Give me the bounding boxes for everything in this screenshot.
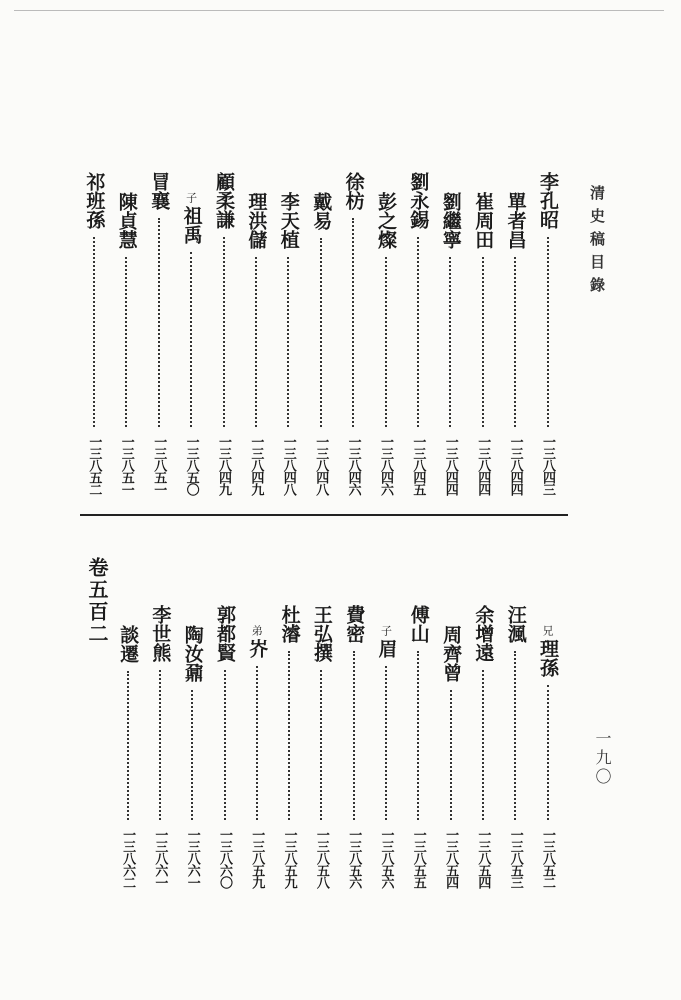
- leader-dots: [125, 257, 127, 427]
- toc-entry: [344, 172, 363, 495]
- entry-page-number: 一三八五一: [151, 435, 167, 495]
- toc-entry: [506, 605, 525, 888]
- toc-entry: [279, 192, 298, 495]
- entry-page-number: 一三八四四: [507, 435, 523, 495]
- leader-dots: [191, 690, 193, 820]
- entry-name: 祁班孫: [83, 172, 106, 229]
- leader-dots: [450, 690, 452, 820]
- leader-dots: [385, 257, 387, 427]
- entry-page-number: 一三八五六: [378, 828, 394, 888]
- leader-dots: [417, 237, 419, 427]
- entry-name: 汪渢: [504, 605, 527, 643]
- entry-page-number: 一三八四八: [280, 435, 296, 495]
- toc-entry: [376, 192, 395, 495]
- leader-dots: [352, 218, 354, 427]
- entry-page-number: 一三八四四: [475, 435, 491, 495]
- entry-name: 崔周田: [472, 192, 495, 249]
- entry-page-number: 一三八四五: [410, 435, 426, 495]
- entry-page-number: 一三八四六: [378, 435, 393, 495]
- leader-dots: [514, 651, 516, 820]
- leader-dots: [547, 237, 549, 427]
- leader-dots: [449, 257, 451, 427]
- leader-dots: [385, 666, 387, 820]
- toc-entry: [117, 192, 136, 495]
- entry-name: 理孫: [537, 639, 559, 677]
- relation-label: 兄: [541, 625, 554, 636]
- entry-page-number: 一三八五六: [346, 828, 362, 888]
- toc-entry: [343, 605, 366, 888]
- entry-page-number: 一三八四九: [216, 435, 231, 495]
- entry-name: 顧柔謙: [213, 172, 235, 229]
- toc-entry: [310, 192, 333, 495]
- section-divider: [80, 514, 568, 516]
- leader-dots: [256, 666, 258, 820]
- entry-name: 談遷: [117, 625, 140, 663]
- entry-page-number: 一三八六一: [184, 828, 200, 888]
- leader-dots: [287, 257, 289, 427]
- top-rule: [14, 10, 664, 11]
- entry-page-number: 一三八四四: [442, 435, 458, 495]
- toc-entry: [409, 605, 428, 888]
- leader-dots: [482, 670, 484, 820]
- toc-entry: [183, 625, 202, 888]
- toc-entry: [215, 605, 234, 888]
- toc-entry: [149, 605, 172, 888]
- entry-name: 冒襄: [148, 172, 171, 210]
- entry-name: 傅山: [407, 605, 430, 643]
- entry-name: 杜濬: [278, 605, 301, 643]
- leader-dots: [159, 670, 161, 820]
- entry-name: 徐枋: [342, 172, 365, 210]
- entry-name: 王弘撰: [310, 605, 333, 662]
- entry-page-number: 一三八五一: [118, 435, 134, 495]
- page-header: 清史稿目錄: [588, 185, 606, 300]
- entry-name: 費密: [343, 605, 366, 643]
- toc-entry: [407, 172, 430, 495]
- leader-dots: [514, 257, 516, 427]
- entry-name: 李世熊: [149, 605, 172, 662]
- page-number: 一九〇: [593, 730, 612, 787]
- toc-entry: [312, 605, 331, 888]
- entry-page-number: 一三八五九: [281, 828, 297, 888]
- toc-entry: [440, 625, 463, 888]
- toc-entry: [506, 192, 525, 495]
- entry-name: 戴易: [310, 192, 333, 230]
- entry-name: 眉: [375, 639, 398, 658]
- leader-dots: [127, 671, 129, 820]
- leader-dots: [482, 257, 484, 427]
- leader-dots: [255, 257, 257, 427]
- toc-entry: [472, 605, 495, 888]
- entry-page-number: 一三八六〇: [217, 828, 232, 888]
- entry-name: 陳貞慧: [115, 192, 138, 249]
- toc-entry: [117, 625, 140, 888]
- entry-page-number: 一三八四六: [345, 435, 361, 495]
- entry-name: 郭都賢: [214, 605, 236, 662]
- toc-entry: [148, 172, 171, 495]
- toc-entry: [441, 192, 460, 495]
- leader-dots: [320, 238, 322, 427]
- entry-page-number: 一三八五〇: [183, 435, 199, 495]
- leader-dots: [93, 237, 95, 427]
- leader-dots: [224, 670, 226, 820]
- toc-entry: [245, 192, 268, 495]
- toc-entry: [214, 172, 233, 495]
- toc-entry: [182, 192, 201, 495]
- entry-page-number: 一三八五五: [410, 828, 426, 888]
- entry-page-number: 一三八四九: [248, 435, 264, 495]
- entry-page-number: 一三八五四: [443, 828, 459, 888]
- entry-name: 劉永錫: [407, 172, 430, 229]
- leader-dots: [158, 218, 160, 427]
- entry-name: 余增遠: [472, 605, 495, 662]
- relation-label: 子: [379, 625, 393, 636]
- leader-dots: [288, 651, 290, 820]
- toc-entry: [280, 605, 299, 888]
- relation-label: 子: [184, 192, 198, 203]
- leader-dots: [353, 651, 355, 820]
- leader-dots: [320, 670, 322, 820]
- entry-page-number: 一三八五九: [249, 828, 265, 888]
- entry-page-number: 一三八五八: [313, 828, 329, 888]
- entry-name: 李孔昭: [537, 172, 559, 229]
- next-juan-heading: 卷五百二: [85, 557, 109, 645]
- entry-page-number: 一三八六二: [120, 828, 136, 888]
- leader-dots: [547, 685, 549, 820]
- toc-entry: [246, 625, 269, 888]
- entry-page-number: 一三八六一: [152, 828, 168, 888]
- entry-name: 陶汝鼐: [181, 625, 204, 682]
- entry-name: 劉繼寧: [439, 192, 462, 249]
- toc-entry: [83, 172, 106, 495]
- entry-page-number: 一三八四三: [540, 435, 555, 495]
- entry-page-number: 一三八五二: [540, 828, 555, 888]
- entry-name: 祖禹: [180, 206, 203, 244]
- toc-entry: [377, 625, 396, 888]
- leader-dots: [417, 651, 419, 820]
- toc-entry: [538, 172, 557, 495]
- relation-label: 弟: [250, 625, 264, 636]
- entry-name: 彭之燦: [375, 192, 397, 249]
- entry-name: 周齊曾: [440, 625, 463, 682]
- toc-entry: [538, 625, 557, 888]
- entry-name: 李天植: [277, 192, 300, 249]
- entry-page-number: 一三八五二: [86, 435, 102, 495]
- leader-dots: [223, 237, 225, 427]
- entry-name: 單者昌: [504, 192, 527, 249]
- entry-name: 岕: [246, 639, 269, 658]
- toc-entry: [472, 192, 495, 495]
- entry-page-number: 一三八五四: [475, 828, 491, 888]
- leader-dots: [190, 252, 192, 427]
- entry-page-number: 一三八四八: [313, 435, 329, 495]
- entry-name: 理洪儲: [245, 192, 268, 249]
- entry-page-number: 一三八五三: [507, 828, 523, 888]
